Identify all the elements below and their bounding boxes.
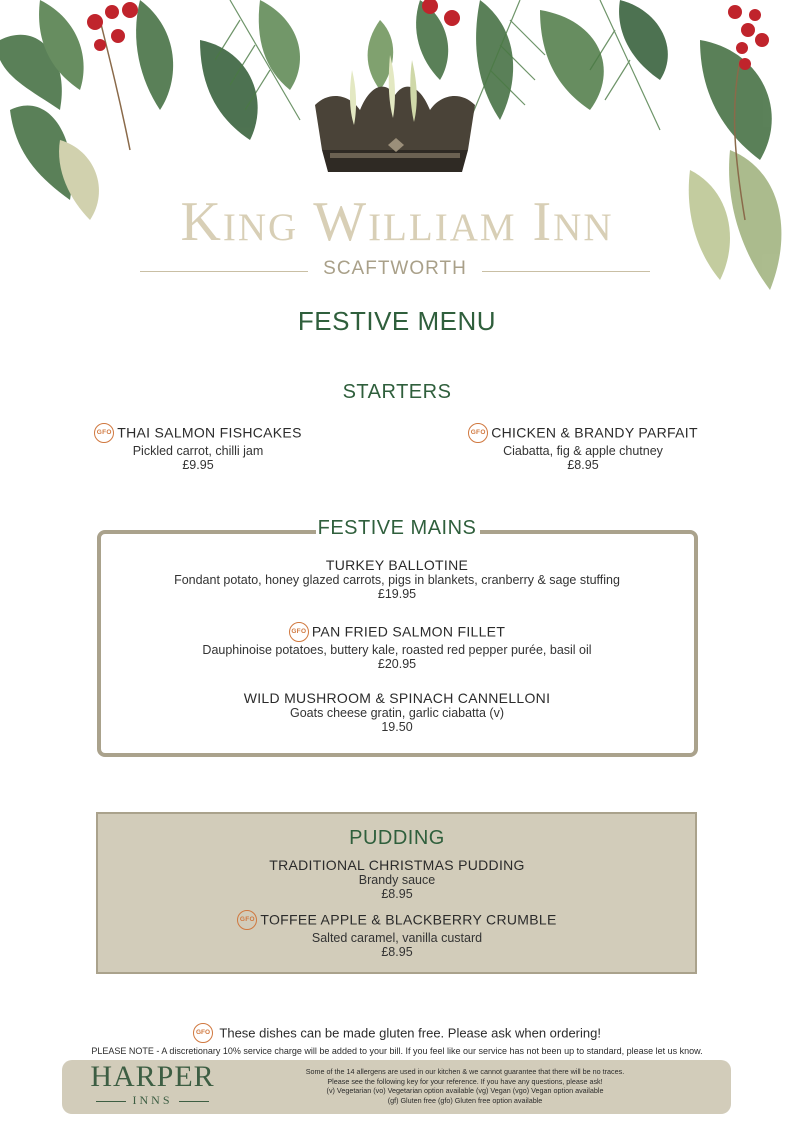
pudding-price: £8.95 xyxy=(381,887,413,901)
pudding-item xyxy=(100,911,694,959)
main-price: 19.50 xyxy=(381,720,413,734)
main-price: £19.95 xyxy=(377,587,417,601)
pudding-name: TRADITIONAL CHRISTMAS PUDDING xyxy=(269,857,525,873)
pudding-price: £8.95 xyxy=(381,945,413,959)
allergen-line: (gf) Gluten free (gfo) Gluten free option available xyxy=(387,1095,543,1105)
allergen-line: Some of the 14 allergens are used in our kitchen & we cannot guarantee that there will be no traces. xyxy=(305,1067,625,1076)
main-item xyxy=(100,690,694,734)
location-name: SCAFTWORTH xyxy=(323,258,467,279)
starter-item xyxy=(48,424,348,472)
gfo-badge-icon: GFO xyxy=(289,622,309,642)
starter-desc: Ciabatta, fig & apple chutney xyxy=(503,444,663,458)
crown-icon xyxy=(315,55,475,172)
starter-price: £8.95 xyxy=(567,458,599,472)
gfo-note-text: These dishes can be made gluten free. Please ask when ordering! xyxy=(219,1025,601,1041)
main-name: TURKEY BALLOTINE xyxy=(325,557,469,573)
starters-heading: STARTERS xyxy=(342,381,452,403)
gfo-badge-icon: GFO xyxy=(468,423,488,443)
main-price: £20.95 xyxy=(377,657,417,671)
main-item xyxy=(100,557,694,601)
logo-main: HARPER xyxy=(90,1060,215,1093)
gfo-badge-icon: GFO xyxy=(193,1023,213,1043)
menu-title: FESTIVE MENU xyxy=(297,306,497,336)
main-name: WILD MUSHROOM & SPINACH CANNELLONI xyxy=(243,690,551,706)
gfo-note xyxy=(0,1024,794,1044)
service-charge-note: PLEASE NOTE - A discretionary 10% service charge will be added to your bill. If you feel like our service has not been up to standard, please let us know. xyxy=(91,1046,703,1056)
allergen-line: (v) Vegetarian (vo) Vegetarian option available (vg) Vegan (vgo) Vegan option available xyxy=(326,1086,604,1096)
pudding-item xyxy=(100,857,694,901)
main-item xyxy=(100,623,694,671)
allergen-line: Please see the following key for your reference. If you have any questions, please ask! xyxy=(327,1076,603,1086)
main-name: PAN FRIED SALMON FILLET xyxy=(311,623,506,640)
allergen-info xyxy=(285,1067,645,1105)
logo-sub: INNS xyxy=(80,1093,225,1108)
gfo-badge-icon: GFO xyxy=(237,910,257,930)
pudding-heading: PUDDING xyxy=(349,827,445,849)
divider-right xyxy=(482,271,650,272)
gfo-badge-icon: GFO xyxy=(94,423,114,443)
starter-name: THAI SALMON FISHCAKES xyxy=(117,424,302,441)
harper-inns-logo xyxy=(80,1062,225,1110)
main-desc: Fondant potato, honey glazed carrots, pigs in blankets, cranberry & sage stuffing xyxy=(174,573,620,587)
main-desc: Dauphinoise potatoes, buttery kale, roasted red pepper purée, basil oil xyxy=(202,643,592,657)
pudding-name: TOFFEE APPLE & BLACKBERRY CRUMBLE xyxy=(260,911,557,928)
inn-name: King William Inn xyxy=(180,191,614,253)
main-desc: Goats cheese gratin, garlic ciabatta (v) xyxy=(290,706,504,720)
location-line xyxy=(140,258,650,284)
pudding-desc: Salted caramel, vanilla custard xyxy=(311,931,483,945)
pudding-desc: Brandy sauce xyxy=(358,873,436,887)
starter-price: £9.95 xyxy=(182,458,214,472)
starter-item xyxy=(433,424,733,472)
starter-desc: Pickled carrot, chilli jam xyxy=(132,444,264,458)
mains-heading: FESTIVE MAINS xyxy=(317,517,477,539)
starter-name: CHICKEN & BRANDY PARFAIT xyxy=(491,424,698,441)
